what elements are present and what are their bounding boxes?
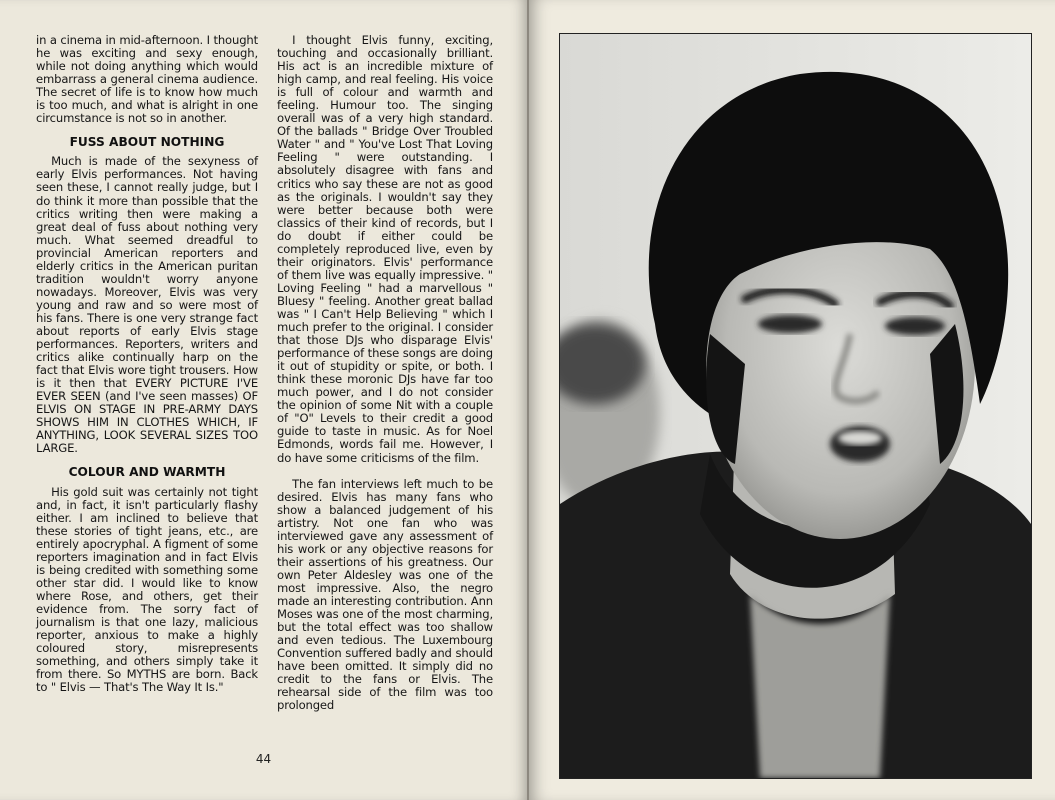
page-number: 44 [255, 752, 272, 766]
fuss-paragraph: Much is made of the sexyness of early Elvis performances. Not having seen these, I cannot really judge, but I do think it more than possible that the critics writing then were making a great deal of fuss about nothing very much. What seemed dreadful to provincial American reporters and elderly critics in the American puritan tradition wouldn't worry anyone nowadays. Moreover, Elvis was very young and raw and so were most of his fans. There is one very strange fact about reports of early Elvis stage performances. Reporters, writers and critics alike continually harp on the fact that Elvis wore tight trousers. How is it then that EVERY PICTURE I'VE EVER SEEN (and I've seen masses) OF ELVIS ON STAGE IN PRE-ARMY DAYS SHOWS HIM IN CLOTHES WHICH, IF ANYTHING, LOOK SEVERAL SIZES TOO LARGE. [36, 154, 258, 456]
left-page [0, 0, 527, 800]
text-column-1 [36, 34, 258, 694]
text-column-2 [277, 34, 493, 712]
section-heading-colour-and-warmth: COLOUR AND WARMTH [68, 465, 226, 480]
portrait-photo [559, 33, 1032, 779]
opinion-paragraph: I thought Elvis funny, exciting, touching and occasionally brilliant. His act is an incredible mixture of high camp, and real feeling. His voice is full of colour and warmth and feeling. Humour too. The singing overall was of a very high standard. Of the ballads " Bridge Over Troubled Water " and " You've Lost That Loving Feeling " were outstanding. I absolutely disagree with fans and critics who say these are not as good as the originals. I wouldn't say they were better because both were classics of their kind of records, but I do doubt if either could be completely reproduced live, even by their originators. Elvis' performance of them live was equally impressive. " Loving Feeling " had a marvellous " Bluesy " feeling. Another great ballad was " I Can't Help Believing " which I much prefer to the original. I consider that those DJs who disparage Elvis' performance of these songs are doing it out of stupidity or spite, or both. I think these moronic DJs have far too much power, and I do not consider the opinion of some Nit with a couple of "O" Levels to their credit a good guide to taste in music. As for Noel Edmonds, words fail me. However, I do have some criticisms of the film. [277, 33, 493, 465]
fan-interviews-paragraph: The fan interviews left much to be desired. Elvis has many fans who show a balanced judgement of his artistry. Not one fan who was interviewed gave any assessment of his work or any objective reasons for their assertions of his greatness. Our own Peter Aldesley was one of the most impressive. Also, the negro made an interesting contribution. Ann Moses was one of the most charming, but the total effect was too shallow and even tedious. The Luxembourg Convention suffered badly and should have been omitted. It simply did no credit to the fans or Elvis. The rehearsal side of the film was too prolonged [277, 476, 493, 713]
colour-paragraph: His gold suit was certainly not tight and, in fact, it isn't particularly flashy either. I am inclined to believe that these stories of tight jeans, etc., are entirely apocryphal. A figment of some reporters imagination and in fact Elvis is being credited with something some other star did. I would like to know where Rose, and others, get their evidence from. The sorry fact of journalism is that one lazy, malicious reporter, anxious to make a highly coloured story, misrepresents something, and others simply take it from there. So MYTHS are born. Back to " Elvis — That's The Way It Is." [36, 484, 258, 695]
section-heading-fuss-about-nothing: FUSS ABOUT NOTHING [69, 135, 225, 150]
intro-paragraph: in a cinema in mid-afternoon. I thought he was exciting and sexy enough, while not doing anything which would embarrass a general cinema audience. The secret of life is to know how much is too much, and what is alright in one circumstance is not so in another. [36, 33, 258, 126]
portrait-image [560, 34, 1031, 778]
